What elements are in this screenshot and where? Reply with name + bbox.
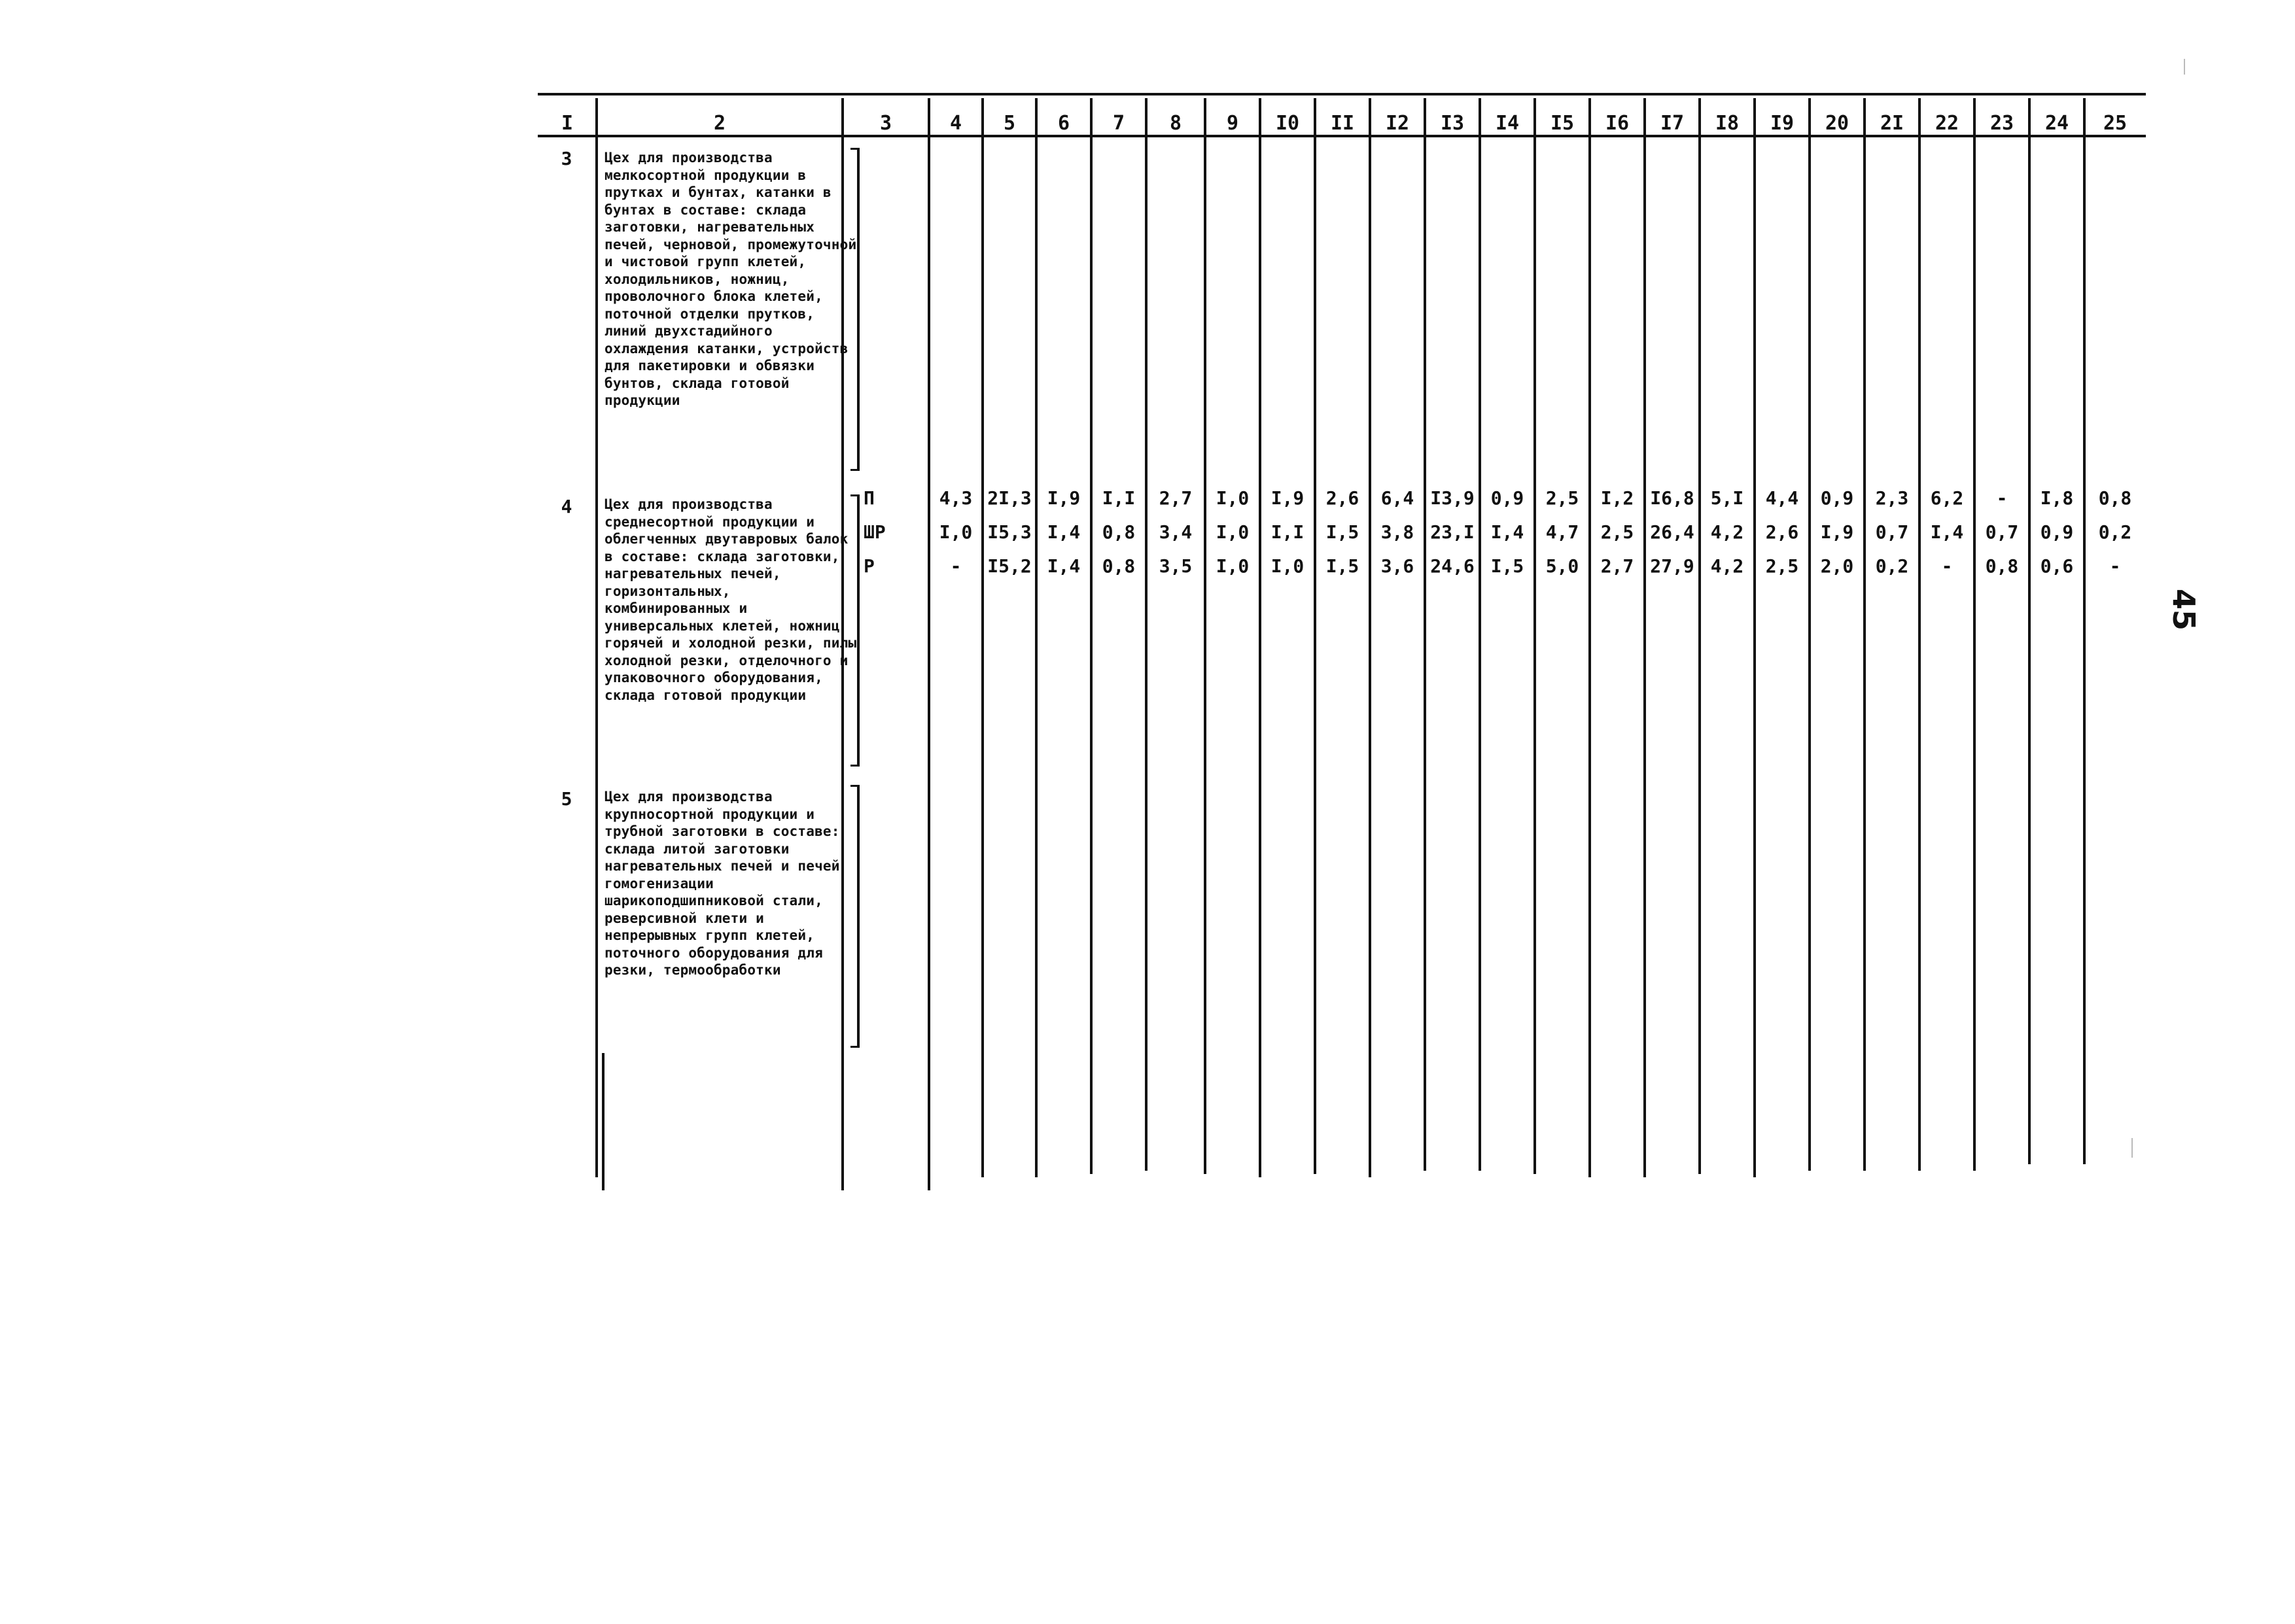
header-cell: I5: [1550, 111, 1575, 135]
table-cell: I,0: [1216, 487, 1250, 509]
column-rule: [1314, 98, 1316, 1174]
header-cell: 5: [1003, 111, 1016, 135]
table-cell: 0,7: [1875, 521, 1909, 543]
row-description: Цех для производства мелкосортной продукции в прутках и бунтах, катанки в бунтах в составе: склада заготовки, нагревательных печей, черновой, промежуточной и чистовой групп клетей, холодильников, ножниц, проволочного блока клетей, поточной отделки прутков, линий двухстадийного охлаждения катанки, устройств для пакетировки и обвязки бунтов, склада готовой продукции: [604, 150, 857, 408]
header-cell: 3: [879, 111, 892, 135]
table-cell: -: [950, 555, 962, 577]
table-cell: I,I: [1102, 487, 1136, 509]
column-rule: [1973, 98, 1976, 1171]
column-rule: [595, 98, 598, 1177]
table-top-rule: [538, 93, 2146, 95]
table-cell: 4,4: [1765, 487, 1799, 509]
table-cell: 2,0: [1820, 555, 1854, 577]
table-cell: I,4: [1490, 521, 1524, 543]
table-cell: 0,6: [2040, 555, 2074, 577]
header-cell: 23: [1989, 111, 2014, 135]
table-cell: I,4: [1047, 521, 1081, 543]
header-cell: I3: [1440, 111, 1465, 135]
table-cell: 2,7: [1159, 487, 1193, 509]
column-rule: [1918, 98, 1921, 1171]
table-cell: 0,2: [1875, 555, 1909, 577]
table-cell: I,9: [1820, 521, 1854, 543]
header-cell: 4: [949, 111, 962, 135]
type-label: ШР: [864, 521, 886, 543]
header-cell: 25: [2103, 111, 2128, 135]
page-number: 45: [2166, 589, 2201, 631]
header-cell: I6: [1605, 111, 1630, 135]
table-cell: I,2: [1600, 487, 1634, 509]
header-cell: 22: [1935, 111, 1959, 135]
table-cell: I,0: [939, 521, 973, 543]
table-cell: 3,8: [1380, 521, 1414, 543]
table-cell: 0,8: [1102, 521, 1136, 543]
row-description: Цех для производства среднесортной продукции и облегченных двутавровых балок в составе: склада заготовки, нагревательных печей, горизонтальных, комбинированных и универсальных клетей, ножниц горячей и холодной резки, пилы холодной резки, отделочного и упаковочного оборудования, склада готовой продукции: [604, 496, 857, 703]
header-cell: I8: [1715, 111, 1740, 135]
table-cell: 2,3: [1875, 487, 1909, 509]
table-cell: 0,2: [2098, 521, 2132, 543]
table-cell: I,0: [1216, 555, 1250, 577]
table-cell: 4,7: [1545, 521, 1579, 543]
column-rule: [928, 98, 930, 1190]
table-cell: 5,0: [1545, 555, 1579, 577]
table-cell: 2I,3: [987, 487, 1032, 509]
header-cell: I7: [1660, 111, 1685, 135]
header-cell: 24: [2044, 111, 2069, 135]
table-cell: 4,3: [939, 487, 973, 509]
table-cell: I,4: [1930, 521, 1964, 543]
description-bracket: [850, 785, 860, 1048]
table-cell: 0,7: [1985, 521, 2019, 543]
row-number: 3: [561, 148, 572, 169]
column-rule: [1863, 98, 1866, 1171]
header-cell: 8: [1169, 111, 1182, 135]
table-cell: I3,9: [1430, 487, 1475, 509]
table-cell: 24,6: [1430, 555, 1475, 577]
column-rule: [1204, 98, 1206, 1174]
column-rule: [1698, 98, 1701, 1174]
column-rule: [1479, 98, 1481, 1171]
table-cell: 6,2: [1930, 487, 1964, 509]
scan-mark: [2131, 1138, 2133, 1158]
table-cell: 23,I: [1430, 521, 1475, 543]
column-rule: [1090, 98, 1093, 1174]
table-cell: I,5: [1325, 521, 1359, 543]
table-cell: I,9: [1047, 487, 1081, 509]
table-cell: 0,9: [1820, 487, 1854, 509]
table-cell: 2,5: [1765, 555, 1799, 577]
row-number: 4: [561, 496, 572, 517]
header-cell: 9: [1226, 111, 1239, 135]
table-cell: 6,4: [1380, 487, 1414, 509]
column-rule: [2028, 98, 2031, 1164]
table-cell: -: [2109, 555, 2121, 577]
table-cell: 2,6: [1325, 487, 1359, 509]
scan-mark: [2184, 59, 2185, 75]
table-cell: 27,9: [1650, 555, 1694, 577]
column-rule: [1035, 98, 1038, 1177]
description-bracket: [850, 148, 860, 471]
table-cell: I,4: [1047, 555, 1081, 577]
column-rule: [602, 1053, 604, 1190]
column-rule: [1145, 98, 1148, 1171]
table-cell: 3,6: [1380, 555, 1414, 577]
table-cell: -: [1941, 555, 1953, 577]
table-cell: 0,8: [1102, 555, 1136, 577]
table-cell: I,5: [1490, 555, 1524, 577]
column-rule: [1588, 98, 1591, 1177]
header-cell: 20: [1825, 111, 1849, 135]
table-cell: 2,5: [1600, 521, 1634, 543]
table-cell: 2,7: [1600, 555, 1634, 577]
table-cell: 2,5: [1545, 487, 1579, 509]
table-cell: 4,2: [1710, 521, 1744, 543]
column-rule: [2083, 98, 2086, 1164]
column-rule: [1753, 98, 1756, 1177]
table-cell: I6,8: [1650, 487, 1694, 509]
table-cell: I,8: [2040, 487, 2074, 509]
column-rule: [1533, 98, 1536, 1174]
header-cell: 6: [1057, 111, 1070, 135]
header-cell: I2: [1385, 111, 1410, 135]
header-cell: I4: [1495, 111, 1520, 135]
table-cell: I,5: [1325, 555, 1359, 577]
table-cell: I5,2: [987, 555, 1032, 577]
column-rule: [1643, 98, 1646, 1177]
column-rule: [1369, 98, 1371, 1177]
table-cell: I5,3: [987, 521, 1032, 543]
table-cell: 0,9: [2040, 521, 2074, 543]
description-bracket: [850, 494, 860, 767]
table-cell: 5,I: [1710, 487, 1744, 509]
column-rule: [1808, 98, 1811, 1171]
table-cell: 0,8: [2098, 487, 2132, 509]
table-cell: 0,8: [1985, 555, 2019, 577]
table-cell: 3,5: [1159, 555, 1193, 577]
type-label: П: [864, 487, 875, 509]
table-cell: I,0: [1270, 555, 1305, 577]
table-cell: 26,4: [1650, 521, 1694, 543]
table-cell: 3,4: [1159, 521, 1193, 543]
table-cell: I,I: [1270, 521, 1305, 543]
header-cell: I0: [1275, 111, 1300, 135]
header-cell: 2I: [1880, 111, 1904, 135]
table-cell: -: [1996, 487, 2008, 509]
type-label: Р: [864, 555, 875, 577]
table-cell: I,0: [1216, 521, 1250, 543]
header-cell: I: [561, 111, 574, 135]
table-cell: I,9: [1270, 487, 1305, 509]
column-rule: [1259, 98, 1261, 1177]
column-rule: [1424, 98, 1426, 1171]
column-rule: [981, 98, 984, 1177]
row-number: 5: [561, 788, 572, 810]
header-cell: 2: [713, 111, 726, 135]
table-cell: 4,2: [1710, 555, 1744, 577]
row-description: Цех для производства крупносортной продукции и трубной заготовки в составе: склада литой заготовки нагревательных печей и печей гомогенизации шарикоподшипниковой стали, реверсивной клети и непрерывных групп клетей, поточного оборудования для резки, термообработки: [604, 789, 840, 978]
header-cell: 7: [1112, 111, 1125, 135]
header-cell: I9: [1770, 111, 1795, 135]
header-cell: II: [1330, 111, 1355, 135]
table-cell: 0,9: [1490, 487, 1524, 509]
table-cell: 2,6: [1765, 521, 1799, 543]
